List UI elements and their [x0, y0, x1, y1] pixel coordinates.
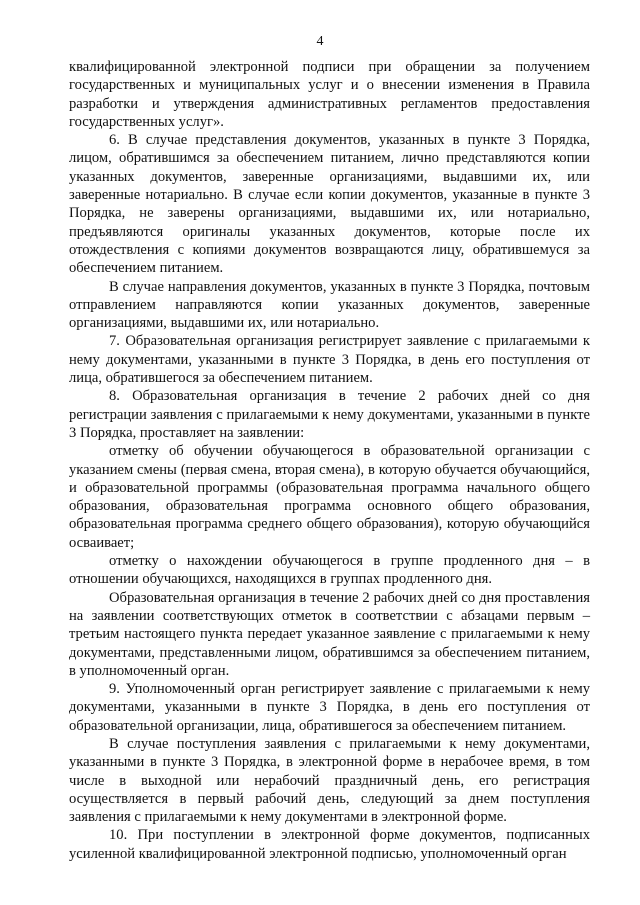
- paragraph-continuation: квалифицированной электронной подписи при обращении за получением государственных и муниципальных услуг и о внесении изменения в Правила разработки и утверждения административных регламентов предоставления государственных услуг».: [69, 59, 590, 130]
- paragraph-item-6: 6. В случае представления документов, указанных в пункте 3 Порядка, лицом, обратившимся за обеспечением питанием, лично представляются копии указанных документов, заверенные организациями, выдавшими их, или заверенные нотариально. В случае если копии документов, указанные в пункте 3 Порядка, не заверены организациями, выдавшими их, или нотариально, предъявляются оригиналы указанных документов, которые после их отождествления с копиями документов возвращаются лицу, обратившемуся за обеспечением питанием.: [69, 132, 590, 277]
- paragraph-postal: В случае направления документов, указанных в пункте 3 Порядка, почтовым отправлением направляются копии указанных документов, заверенные организациями, выдавшими их, или нотариально.: [69, 278, 590, 332]
- paragraph-transfer: Образовательная организация в течение 2 рабочих дней со дня проставления на заявлении соответствующих отметок в соответствии с абзацами первым – третьим настоящего пункта передает указанное заявление с прилагаемыми к нему документами, представленными лицом, обратившимся за обеспечением питанием, в уполномоченный орган.: [69, 589, 590, 679]
- paragraph-item-8: 8. Образовательная организация в течение 2 рабочих дней со дня регистрации заявления с прилагаемыми к нему документами, указанными в пункте 3 Порядка, проставляет на заявлении:: [69, 388, 590, 441]
- paragraph-mark-extended-day: отметку о нахождении обучающегося в группе продленного дня – в отношении обучающихся, находящихся в группах продленного дня.: [69, 553, 590, 588]
- paragraph-mark-education: отметку об обучении обучающегося в образовательной организации с указанием смены (первая смена, вторая смена), в которую обучается обучающийся, и образовательной программы (образовательная программа начального общего образования, образовательная программа основного общего образования, образовательная программа среднего общего образования), которую обучающийся осваивает;: [69, 443, 590, 551]
- document-body: [69, 58, 590, 863]
- paragraph-item-9: 9. Уполномоченный орган регистрирует заявление с прилагаемыми к нему документами, указанными в пункте 3 Порядка, в день его поступления от образовательной организации, лица, обратившегося за обеспечением питанием.: [69, 681, 590, 734]
- paragraph-electronic-nonworking: В случае поступления заявления с прилагаемыми к нему документами, указанными в пункте 3 Порядка, в электронной форме в нерабочее время, в том числе в выходной или нерабочий праздничный день, его регистрация осуществляется в первый рабочий день, следующий за днем поступления заявления с прилагаемыми к нему документами в электронной форме.: [69, 735, 590, 826]
- paragraph-item-7: 7. Образовательная организация регистрирует заявление с прилагаемыми к нему документами, указанными в пункте 3 Порядка, в день его поступления от лица, обратившегося за обеспечением питанием.: [69, 333, 590, 387]
- page-number: 4: [316, 34, 324, 49]
- paragraph-item-10: 10. При поступлении в электронной форме документов, подписанных усиленной квалифицированной электронной подписью, уполномоченный орган: [69, 827, 590, 862]
